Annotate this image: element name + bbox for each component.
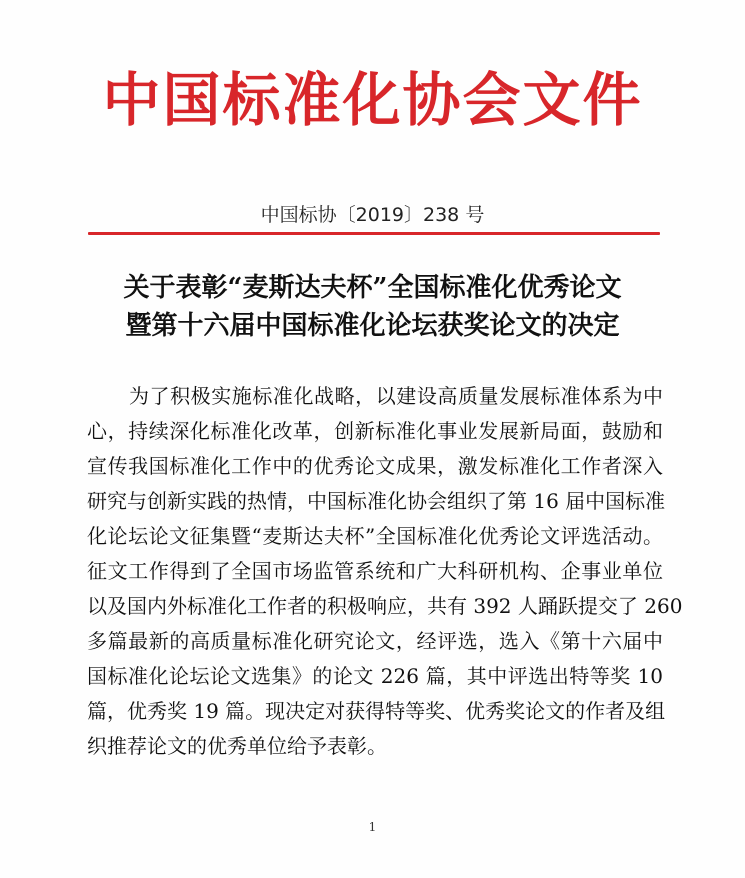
body-line: 心，持续深化标准化改革，创新标准化事业发展新局面，鼓励和 xyxy=(87,419,663,443)
body-line: 篇，优秀奖 19 篇。现决定对获得特等奖、优秀奖论文的作者及组 xyxy=(87,699,666,723)
document-subject xyxy=(0,269,745,345)
document-body xyxy=(87,379,683,764)
body-line: 宣传我国标准化工作中的优秀论文成果，激发标准化工作者深入 xyxy=(87,454,663,478)
body-line: 多篇最新的高质量标准化研究论文，经评选，选入《第十六届中 xyxy=(87,629,663,653)
body-line: 化论坛论文征集暨“麦斯达夫杯”全国标准化优秀论文评选活动。 xyxy=(87,524,663,548)
body-line: 征文工作得到了全国市场监管系统和广大科研机构、企事业单位 xyxy=(87,559,663,583)
document-number: 中国标协〔2019〕238 号 xyxy=(260,204,485,226)
header-divider-rule xyxy=(88,232,660,235)
subject-line-1: 关于表彰“麦斯达夫杯”全国标准化优秀论文 xyxy=(123,273,622,303)
document-header-title: 中国标准化协会文件 xyxy=(102,66,643,134)
body-line: 国标准化论坛论文选集》的论文 226 篇，其中评选出特等奖 10 xyxy=(87,664,663,688)
page-number: 1 xyxy=(368,820,377,834)
body-line: 为了积极实施标准化战略，以建设高质量发展标准体系为中 xyxy=(129,384,663,408)
body-line: 织推荐论文的优秀单位给予表彰。 xyxy=(87,734,387,758)
subject-line-2: 暨第十六届中国标准化论坛获奖论文的决定 xyxy=(125,311,620,341)
body-line: 研究与创新实践的热情，中国标准化协会组织了第 16 届中国标准 xyxy=(87,489,666,513)
body-line: 以及国内外标准化工作者的积极响应，共有 392 人踊跃提交了 260 xyxy=(87,594,683,618)
